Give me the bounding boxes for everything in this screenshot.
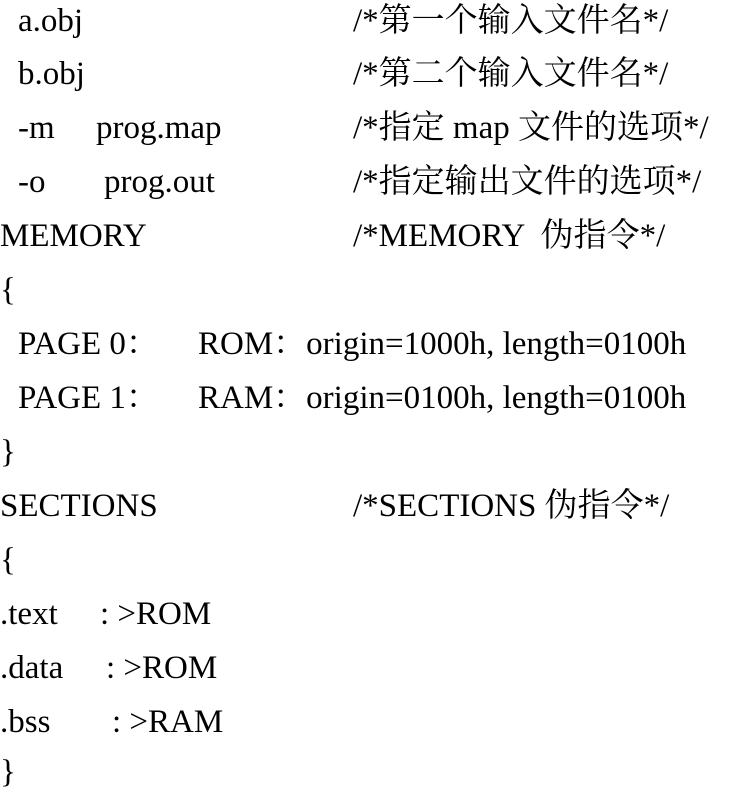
brace-line <box>0 263 752 317</box>
page-definition-line <box>0 371 752 425</box>
directive-keyword: SECTIONS <box>0 488 158 524</box>
directive-keyword: MEMORY <box>0 218 147 254</box>
option-line <box>0 155 752 209</box>
input-file-name: b.obj <box>18 56 85 92</box>
brace-line <box>0 533 752 587</box>
close-brace: } <box>0 434 16 470</box>
option-line <box>0 101 752 155</box>
comment: /*指定 map 文件的选项*/ <box>353 110 709 146</box>
section-name: .text <box>0 596 58 632</box>
section-name: .bss <box>0 704 51 740</box>
comment: /*第一个输入文件名*/ <box>353 3 669 39</box>
memory-range: RAM：origin=0100h, length=0100h <box>198 380 687 416</box>
brace-line <box>0 425 752 479</box>
section-target: : >ROM <box>106 650 218 686</box>
section-mapping-line <box>0 641 752 695</box>
option-flag: -m <box>18 110 55 146</box>
input-file-name: a.obj <box>18 3 84 39</box>
comment: /*SECTIONS 伪指令*/ <box>353 488 670 524</box>
directive-line <box>0 209 752 263</box>
option-flag: -o <box>18 164 46 200</box>
memory-range: ROM：origin=1000h, length=0100h <box>198 326 687 362</box>
section-name: .data <box>0 650 64 686</box>
close-brace: } <box>0 754 16 790</box>
comment: /*指定输出文件的选项*/ <box>353 164 702 200</box>
open-brace: { <box>0 272 16 308</box>
page-definition-line <box>0 317 752 371</box>
option-value: prog.out <box>104 164 215 200</box>
input-file-line <box>0 0 752 48</box>
section-target: : >ROM <box>100 596 212 632</box>
section-mapping-line <box>0 587 752 641</box>
option-value: prog.map <box>96 110 222 146</box>
page-label: PAGE 0： <box>18 326 159 362</box>
input-file-line <box>0 47 752 101</box>
comment: /*MEMORY 伪指令*/ <box>353 218 666 254</box>
open-brace: { <box>0 542 16 578</box>
section-mapping-line <box>0 695 752 749</box>
brace-line <box>0 745 752 799</box>
section-target: : >RAM <box>112 704 224 740</box>
comment: /*第二个输入文件名*/ <box>353 56 669 92</box>
page-label: PAGE 1： <box>18 380 159 416</box>
directive-line <box>0 479 752 533</box>
